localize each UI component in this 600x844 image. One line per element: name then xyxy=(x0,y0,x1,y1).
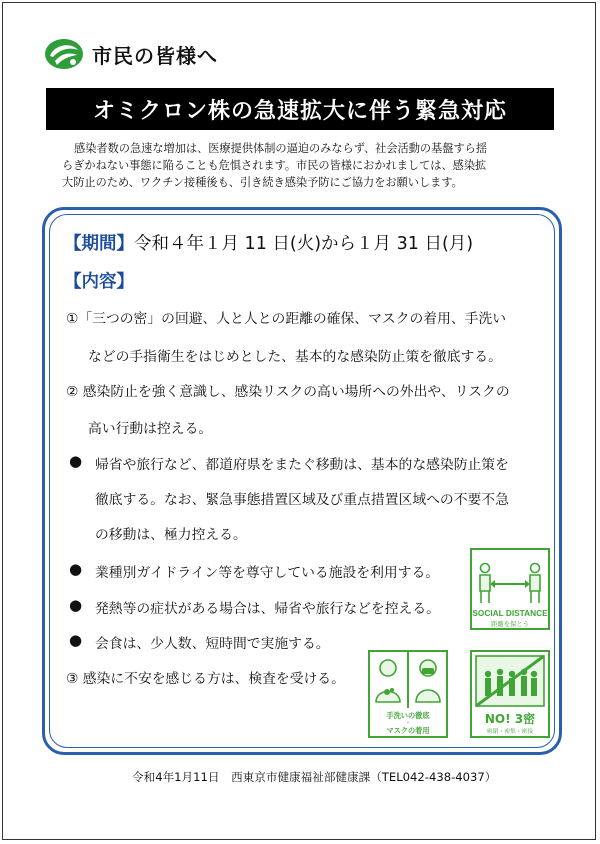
city-logo-icon xyxy=(44,38,84,70)
intro-paragraph xyxy=(62,140,548,191)
period-text: 令和４年１月 11 日(火)から１月 31 日(月) xyxy=(134,234,474,254)
item-3-text: ③ 感染に不安を感じる方は、検査を受ける。 xyxy=(66,671,345,687)
footer-contact: 令和4年1月11日 西東京市健康福祉部健康課（TEL042-438-4037） xyxy=(132,770,497,784)
no-3mitsu-caption: 密閉・密集・密接 xyxy=(486,729,534,735)
item-2-line-1: ② 感染防止を強く意識し、感染リスクの高い場所への外出や、リスクの xyxy=(66,384,510,400)
intro-line: らぎかねない事態に陥ることも危惧されます。市民の皆様におかれましては、感染拡 xyxy=(62,159,487,172)
handwash-mask-pictogram xyxy=(368,650,448,738)
bullet-1-line-1: 帰省や旅行など、都道府県をまたぐ移動は、基本的な感染防止策を xyxy=(95,457,509,473)
handwash-caption-line-2: マスクの着用 xyxy=(386,726,430,735)
handwash-caption-dot: ・ xyxy=(404,720,412,727)
bullet-3-text: 発熱等の症状がある場合は、帰省や旅行などを控える。 xyxy=(95,601,440,617)
bullet-icon: ● xyxy=(69,560,83,578)
item-2-line-2: 高い行動は控える。 xyxy=(88,421,213,437)
period-label: 【期間】 xyxy=(64,234,134,254)
bullet-2-text: 業種別ガイドライン等を尊守している施設を利用する。 xyxy=(95,565,440,581)
no-3mitsu-title: NO! 3密 xyxy=(484,712,536,726)
bullet-icon: ● xyxy=(69,452,83,470)
intro-line: 大防止のため、ワクチン接種後も、引き続き感染予防にご協力をお願いします。 xyxy=(62,176,463,189)
content-label: 【内容】 xyxy=(64,272,134,292)
bullet-4-text: 会食は、少人数、短時間で実施する。 xyxy=(95,636,330,652)
item-1-line-2: などの手指衛生をはじめとした、基本的な感染防止策を徹底する。 xyxy=(88,349,502,365)
bullet-1-line-3: の移動は、極力控える。 xyxy=(95,527,247,543)
intro-line: 感染者数の急速な増加は、医療提供体制の逼迫のみならず、社会活動の基盤すら揺 xyxy=(74,142,488,155)
bullet-icon: ● xyxy=(69,631,83,649)
item-1-line-1: ①「三つの密」の回避、人と人との距離の確保、マスクの着用、手洗い xyxy=(66,311,507,327)
bullet-1-line-2: 徹底する。なお、緊急事態措置区域及び重点措置区域への不要不急 xyxy=(95,492,509,508)
bullet-icon: ● xyxy=(69,596,83,614)
handwash-caption-line-1: 手洗いの徹底 xyxy=(386,711,430,720)
no-3mitsu-pictogram xyxy=(470,650,550,738)
social-distance-pictogram xyxy=(470,548,550,630)
social-distance-caption: 距離を保とう xyxy=(491,621,529,628)
period-line xyxy=(64,230,473,255)
title-banner: オミクロン株の急速拡大に伴う緊急対応 xyxy=(46,88,554,130)
social-distance-title: SOCIAL DISTANCE xyxy=(472,608,548,618)
to-citizens-heading: 市民の皆様へ xyxy=(92,44,218,68)
